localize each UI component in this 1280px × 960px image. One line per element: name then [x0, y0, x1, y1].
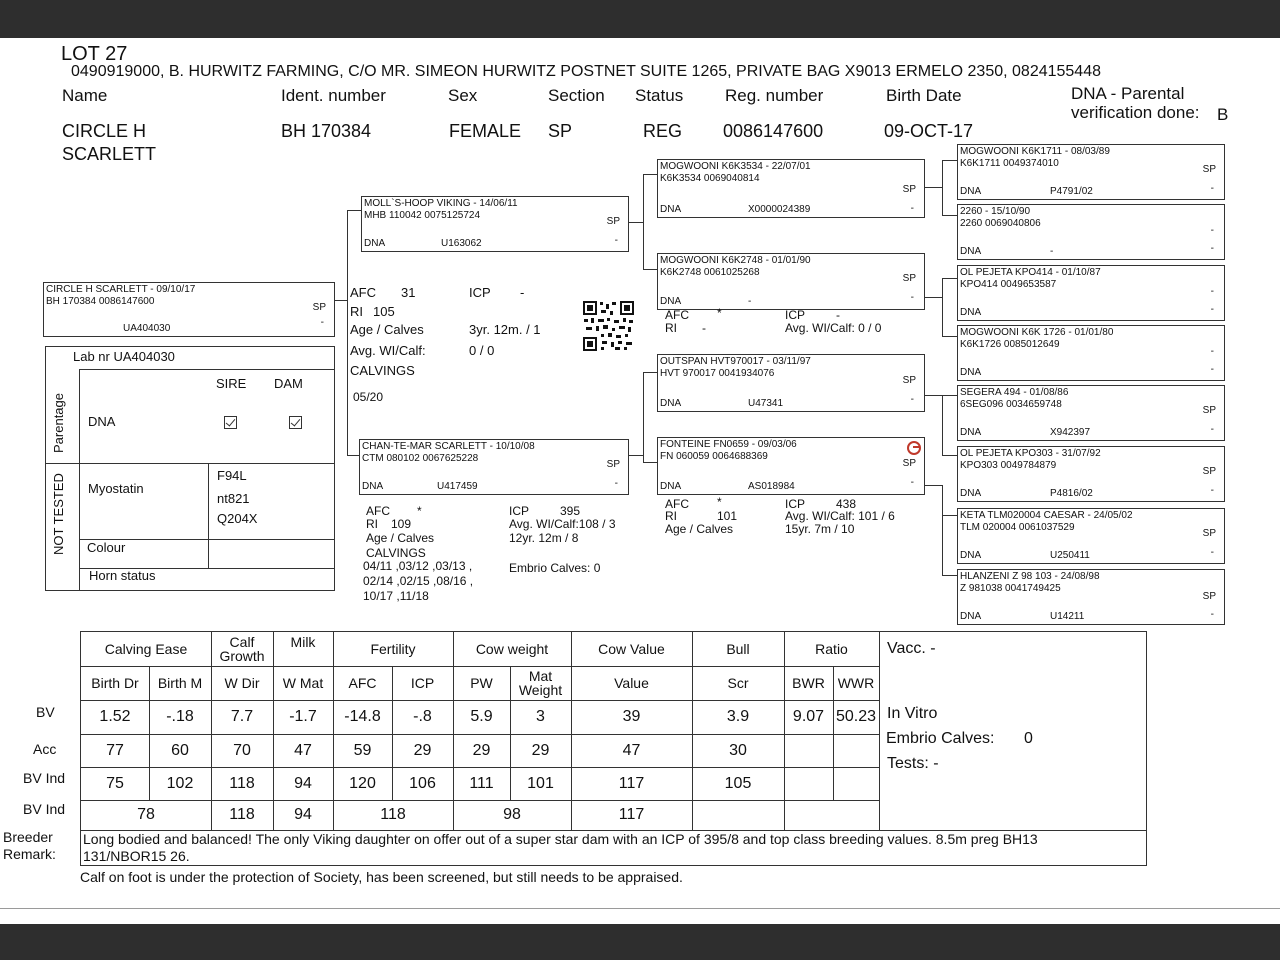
header-dna-val: B — [1217, 105, 1229, 124]
gp-dash: - — [910, 292, 914, 303]
subject-wi-label: Avg. WI/Calf: — [350, 343, 426, 358]
gp-dash: - — [910, 477, 914, 488]
ggp-section: SP — [1202, 528, 1216, 539]
connector-ggp78 — [942, 515, 943, 575]
gp-dna-label: DNA — [660, 204, 682, 215]
acc-cell: 30 — [729, 741, 747, 759]
remark-line-1: Long bodied and balanced! The only Viking daughter on offer out of a super star dam with an ICP of 395/8 and top class breeding values. 8.5m preg BH13 — [83, 831, 1038, 847]
sub-scr: Scr — [727, 675, 749, 691]
bvind-cell: 111 — [469, 774, 494, 792]
ggp-ident: 2260 0069040806 — [960, 218, 1041, 229]
sire-name: MOLL`S-HOOP VIKING - 14/06/11 — [364, 198, 518, 209]
sire-stats-icp-label: ICP — [785, 308, 806, 322]
ggp-dna-code: U14211 — [1050, 611, 1085, 622]
ggp-ident: 6SEG096 0034659748 — [960, 399, 1062, 410]
gp4-icp-label: ICP — [785, 497, 806, 511]
sub-value: Value — [614, 675, 649, 691]
acc-cell: 60 — [171, 741, 189, 759]
acc-cell: 59 — [353, 741, 372, 759]
sire-stats-ri: - — [702, 321, 706, 335]
gp-section: SP — [902, 375, 916, 386]
bt-v-12 — [879, 632, 880, 830]
ggp-name: OL PEJETA KPO414 - 01/10/87 — [960, 267, 1101, 278]
connector-ggp7-h — [942, 515, 957, 516]
sub-w-mat: W Mat — [282, 675, 324, 691]
ggp-dna-label: DNA — [960, 186, 982, 197]
footer-note: Calf on foot is under the protection of Society, has been screened, but still needs to be appraised. — [80, 869, 683, 885]
acc-cell: 29 — [531, 741, 550, 759]
sire-stats-wi: Avg. WI/Calf: 0 / 0 — [785, 321, 882, 335]
ggp-dash: - — [1210, 225, 1214, 236]
header-dna-l2: verification done: — [1071, 103, 1200, 122]
bv-cell: -1.7 — [289, 708, 317, 725]
lab-colour: Colour — [87, 540, 126, 555]
vacc: Vacc. - — [887, 640, 936, 657]
ggp-section: SP — [1202, 591, 1216, 602]
connector-gp2-h — [643, 269, 657, 270]
remark-line-2: 131/NBOR15 26. — [83, 848, 190, 864]
lab-myostatin: Myostatin — [88, 481, 144, 496]
sub-bwr: BWR — [792, 675, 825, 691]
lab-parentage: Parentage — [51, 393, 66, 453]
lab-line-v — [79, 369, 80, 591]
gp-dna-code: X0000024389 — [748, 204, 811, 215]
ggp-box-7 — [957, 508, 1225, 564]
gp-ident: HVT 970017 0041934076 — [660, 368, 775, 379]
dam-dna-label: DNA — [362, 481, 384, 492]
connector-gp4-h — [643, 462, 657, 463]
bvind-cell: 117 — [618, 774, 645, 792]
bv-cell: -.8 — [413, 708, 432, 725]
acc-cell: 29 — [472, 741, 491, 759]
dam-box — [359, 439, 629, 495]
lab-myostatin-3: Q204X — [217, 511, 258, 526]
sub-mat-weight: Mat Weight — [518, 668, 563, 698]
society-logo-icon — [906, 440, 922, 456]
dam-icp-label: ICP — [509, 504, 530, 518]
tests: Tests: - — [887, 755, 939, 772]
sire-section: SP — [606, 216, 620, 227]
ggp-ident: K6K1726 0085012649 — [960, 339, 1060, 350]
gp-dash: - — [910, 203, 914, 214]
ggp-dna-code: P4816/02 — [1050, 488, 1093, 499]
gp4-ri-label: RI — [665, 509, 677, 523]
bvind-cell: 106 — [409, 774, 436, 792]
subject-age: 3yr. 12m. / 1 — [469, 322, 541, 337]
subject-icp: - — [520, 285, 525, 300]
lab-not-tested: NOT TESTED — [51, 473, 66, 555]
bvind-cell: 102 — [166, 774, 194, 792]
group-bull: Bull — [726, 641, 750, 657]
ggp-ident: K6K1711 0049374010 — [960, 158, 1059, 169]
lab-dam-header: DAM — [274, 376, 303, 391]
row-label-acc: Acc — [33, 741, 57, 757]
gp-dna-label: DNA — [660, 296, 682, 307]
subject-icp-label: ICP — [469, 285, 491, 300]
ggp-dna-label: DNA — [960, 427, 982, 438]
bv-cell: -.18 — [166, 708, 194, 725]
ggp-ident: TLM 020004 0061037529 — [960, 522, 1075, 533]
ggp-dash: - — [1210, 183, 1214, 194]
header-status: Status — [635, 86, 684, 105]
gp-name: MOGWOONI K6K2748 - 01/01/90 — [660, 255, 811, 266]
sire-stats-afc: * — [717, 306, 722, 320]
sire-dna-checkbox — [224, 416, 237, 429]
sire-stats-icp: - — [836, 308, 840, 322]
dam-icp: 395 — [560, 504, 581, 518]
group-calving-ease: Calving Ease — [104, 641, 188, 657]
row-label-bvind: BV Ind — [23, 770, 66, 786]
dam-calvings-l3: 10/17 ,11/18 — [363, 589, 429, 603]
group-fertility: Fertility — [370, 641, 416, 657]
gp4-icp: 438 — [836, 497, 857, 511]
lab-table — [45, 346, 335, 591]
sub-birth-m: Birth M — [157, 675, 203, 691]
group-milk: Milk — [290, 634, 316, 650]
dam-afc: * — [417, 504, 422, 518]
gp-name: FONTEINE FN0659 - 09/03/06 — [660, 439, 797, 450]
gp-name: OUTSPAN HVT970017 - 03/11/97 — [660, 356, 811, 367]
animal-section: SP — [548, 121, 573, 141]
group-calf-growth: Calf Growth — [219, 634, 265, 664]
subject-calvings: 05/20 — [353, 390, 384, 404]
ggp-dna-label: DNA — [960, 307, 982, 318]
animal-name-l2: SCARLETT — [62, 144, 157, 164]
bv-cell: 5.9 — [470, 708, 493, 725]
connector-gp4-out — [925, 485, 942, 486]
ggp-dna-label: DNA — [960, 246, 982, 257]
ggp-dna-code: - — [1050, 246, 1054, 257]
ggp-dash: - — [1210, 346, 1214, 357]
gp4-wi: Avg. WI/Calf: 101 / 6 — [785, 509, 895, 523]
ggp-section: SP — [1202, 405, 1216, 416]
subject-calvings-label: CALVINGS — [350, 363, 415, 378]
lab-line-2 — [46, 463, 335, 464]
lot-number: LOT 27 — [61, 43, 128, 65]
ggp-box-5 — [957, 385, 1225, 441]
ggp-box-3 — [957, 265, 1225, 321]
header-section: Section — [548, 86, 605, 105]
ggp-dash: - — [1210, 286, 1214, 297]
subject-dash: - — [320, 317, 324, 328]
bvind2-cell: 118 — [229, 806, 255, 823]
ggp-dash-2: - — [1210, 304, 1214, 315]
ggp-dash-2: - — [1210, 364, 1214, 375]
row-label-bv: BV — [36, 704, 55, 720]
dam-wi: Avg. WI/Calf:108 / 3 — [509, 517, 616, 531]
dam-age-label: Age / Calves — [366, 531, 435, 545]
row-label-bvind-2: BV Ind — [23, 801, 66, 817]
ggp-box-8 — [957, 569, 1225, 625]
ggp-dash: - — [1210, 609, 1214, 620]
bvind-cell: 94 — [294, 774, 312, 792]
gp-dna-code: - — [748, 296, 752, 307]
connector-ggp1-h — [942, 160, 957, 161]
subject-section: SP — [312, 302, 326, 313]
qr-code-icon — [582, 300, 635, 352]
dam-age: 12yr. 12m / 8 — [509, 531, 579, 545]
gp-dna-label: DNA — [660, 398, 682, 409]
dam-embrio: Embrio Calves: 0 — [509, 561, 601, 575]
subject-box — [43, 282, 335, 337]
subject-wi: 0 / 0 — [469, 343, 495, 358]
lab-myostatin-1: F94L — [217, 468, 247, 483]
bvind2-cell: 117 — [618, 806, 645, 823]
ggp-dna-label: DNA — [960, 611, 982, 622]
gp-section: SP — [902, 458, 916, 469]
header-name: Name — [62, 86, 108, 105]
ggp-dna-code: P4791/02 — [1050, 186, 1093, 197]
gp4-age-label: Age / Calves — [665, 522, 734, 536]
sire-dna-label: DNA — [364, 238, 386, 249]
animal-status: REG — [643, 121, 683, 141]
header-birth: Birth Date — [886, 86, 962, 105]
header-sex: Sex — [448, 86, 478, 105]
animal-ident: BH 170384 — [281, 121, 372, 141]
gp-box-1 — [657, 159, 925, 218]
ggp-dash: - — [1210, 547, 1214, 558]
gp-dash: - — [910, 394, 914, 405]
ggp-section: SP — [1202, 466, 1216, 477]
acc-cell: 77 — [106, 741, 124, 759]
bvind-cell: 118 — [229, 774, 255, 792]
animal-birth: 09-OCT-17 — [884, 121, 974, 141]
breeder-remark-label: Breeder Remark: — [3, 829, 56, 862]
connector-ggp12 — [942, 160, 943, 215]
ggp-name: KETA TLM020004 CAESAR - 24/05/02 — [960, 510, 1133, 521]
ggp-dash-2: - — [1210, 243, 1214, 254]
connector-ggp2-h — [942, 215, 957, 216]
connector-subject-h — [335, 300, 347, 301]
dam-dna-code: U417459 — [437, 481, 478, 492]
subject-ident: BH 170384 0086147600 — [46, 296, 155, 307]
connector-gp3-out — [925, 395, 942, 396]
ggp-box-6 — [957, 446, 1225, 502]
group-cow-weight: Cow weight — [475, 641, 549, 657]
owner-line: 0490919000, B. HURWITZ FARMING, C/O MR. SIMEON HURWITZ POSTNET SUITE 1265, PRIVATE BAG X9013 ERMELO 2350, 0824155448 — [71, 63, 1101, 80]
dam-dna-checkbox — [289, 416, 302, 429]
ggp-section: SP — [1202, 164, 1216, 175]
ggp-name: MOGWOONI K6K 1726 - 01/01/80 — [960, 327, 1114, 338]
connector-ggp8-h — [942, 575, 957, 576]
sire-stats-afc-label: AFC — [665, 308, 689, 322]
bv-cell: 3.9 — [726, 708, 750, 725]
connector-ggp5-h — [942, 395, 957, 396]
sire-dash: - — [614, 235, 618, 246]
dam-ri: 109 — [391, 517, 412, 531]
dam-ident: CTM 080102 0067625228 — [362, 453, 479, 464]
connector-dam — [643, 372, 644, 462]
sub-pw: PW — [470, 675, 493, 691]
dam-calvings-label: CALVINGS — [366, 546, 426, 560]
connector-ggp4-h — [942, 336, 957, 337]
lab-horn: Horn status — [89, 568, 156, 583]
ggp-name: OL PEJETA KPO303 - 31/07/92 — [960, 448, 1101, 459]
bv-cell: -14.8 — [344, 708, 381, 725]
subject-afc-label: AFC — [350, 285, 376, 300]
gp-ident: FN 060059 0064688369 — [660, 451, 768, 462]
sire-ident: MHB 110042 0075125724 — [364, 210, 481, 221]
lab-myostatin-2: nt821 — [217, 491, 250, 506]
bv-cell: 1.52 — [99, 708, 131, 725]
connector-ggp6-h — [942, 455, 957, 456]
ggp-dash: - — [1210, 485, 1214, 496]
ggp-dna-code: U250411 — [1050, 550, 1090, 561]
in-vitro: In Vitro — [887, 705, 938, 722]
lab-line-v2 — [208, 463, 209, 569]
gp-box-3 — [657, 354, 925, 412]
subject-name: CIRCLE H SCARLETT - 09/10/17 — [46, 284, 196, 295]
ggp-dna-label: DNA — [960, 488, 982, 499]
embrio-value: 0 — [1024, 730, 1033, 747]
group-ratio: Ratio — [815, 641, 848, 657]
gp-dna-code: AS018984 — [748, 481, 795, 492]
connector-gp4-link — [942, 485, 943, 515]
bvind2-cell: 118 — [380, 806, 406, 823]
header-ident: Ident. number — [281, 86, 386, 105]
gp4-afc-label: AFC — [665, 497, 689, 511]
dam-calvings-l2: 02/14 ,02/15 ,08/16 , — [363, 574, 474, 588]
subject-ri-label: RI — [350, 304, 363, 319]
bv-cell: 7.7 — [230, 708, 254, 725]
bvind-cell: 75 — [106, 774, 124, 792]
sire-stats-ri-label: RI — [665, 321, 677, 335]
dam-ri-label: RI — [366, 517, 378, 531]
connector-ggp34 — [942, 278, 943, 336]
breeding-table — [80, 631, 1147, 866]
sire-dna-code: U163062 — [441, 238, 482, 249]
ggp-ident: KPO414 0049653587 — [960, 279, 1057, 290]
gp4-age: 15yr. 7m / 10 — [785, 522, 855, 536]
ggp-dna-code: X942397 — [1050, 427, 1091, 438]
acc-cell: 47 — [622, 741, 641, 759]
dam-afc-label: AFC — [366, 504, 390, 518]
lab-nr: Lab nr UA404030 — [73, 349, 175, 364]
gp-box-4 — [657, 437, 925, 495]
bvind-cell: 101 — [527, 774, 554, 792]
subject-age-label: Age / Calves — [350, 322, 424, 337]
ggp-name: 2260 - 15/10/90 — [960, 206, 1031, 217]
gp-dna-label: DNA — [660, 481, 682, 492]
connector-dam-out — [629, 455, 643, 456]
bv-cell: 9.07 — [792, 708, 825, 725]
bvind2-cell: 94 — [294, 806, 312, 823]
connector-subject — [347, 210, 348, 455]
ggp-dash: - — [1210, 424, 1214, 435]
sub-birth-dr: Birth Dr — [91, 675, 139, 691]
connector-ggp56 — [942, 395, 943, 455]
animal-reg: 0086147600 — [723, 121, 824, 141]
connector-sire-h — [347, 210, 361, 211]
lab-sire-header: SIRE — [216, 376, 247, 391]
ggp-ident: Z 981038 0041749425 — [960, 583, 1061, 594]
gp-dna-code: U47341 — [748, 398, 784, 409]
ggp-name: HLANZENI Z 98 103 - 24/08/98 — [960, 571, 1100, 582]
ggp-name: MOGWOONI K6K1711 - 08/03/89 — [960, 146, 1110, 157]
subject-dna-code: UA404030 — [123, 323, 171, 334]
sub-w-dir: W Dir — [224, 675, 260, 691]
gp4-ri: 101 — [717, 509, 738, 523]
connector-gp2-out — [925, 297, 942, 298]
ggp-dna-label: DNA — [960, 550, 982, 561]
ggp-box-4 — [957, 325, 1225, 381]
gp-ident: K6K3534 0069040814 — [660, 173, 760, 184]
gp-section: SP — [902, 184, 916, 195]
ggp-dna-label: DNA — [960, 367, 982, 378]
subject-afc: 31 — [401, 285, 416, 300]
top-bar — [0, 0, 1280, 38]
bottom-rule — [0, 908, 1280, 909]
ggp-ident: KPO303 0049784879 — [960, 460, 1057, 471]
gp-name: MOGWOONI K6K3534 - 22/07/01 — [660, 161, 811, 172]
animal-name-l1: CIRCLE H — [62, 121, 147, 141]
acc-cell: 47 — [294, 741, 312, 759]
gp-section: SP — [902, 273, 916, 284]
bottom-bar — [0, 924, 1280, 960]
bvind-cell: 105 — [724, 774, 752, 792]
sub-afc: AFC — [348, 675, 377, 691]
dam-dash: - — [614, 478, 618, 489]
connector-sire-out — [629, 222, 643, 223]
header-reg: Reg. number — [725, 86, 824, 105]
gp4-afc: * — [717, 495, 722, 509]
bv-cell: 39 — [622, 708, 641, 725]
acc-cell: 29 — [413, 741, 432, 759]
sire-box — [361, 196, 629, 252]
connector-sire — [643, 174, 644, 269]
ggp-name: SEGERA 494 - 01/08/86 — [960, 387, 1069, 398]
bvind2-cell: 78 — [137, 806, 155, 823]
subject-ri: 105 — [373, 304, 395, 319]
header-dna-l1: DNA - Parental — [1071, 84, 1185, 103]
gp-ident: K6K2748 0061025268 — [660, 267, 760, 278]
group-cow-value: Cow Value — [598, 641, 665, 657]
embrio-label: Embrio Calves: — [886, 730, 995, 747]
connector-gp1-h — [643, 174, 657, 175]
sub-wwr: WWR — [837, 675, 875, 691]
ggp-box-2 — [957, 204, 1225, 260]
sub-icp: ICP — [410, 675, 435, 691]
bv-cell: 50.23 — [835, 708, 877, 725]
bvind2-cell: 98 — [503, 806, 521, 823]
connector-gp1-out — [925, 187, 942, 188]
lab-dna-label: DNA — [88, 414, 116, 429]
acc-cell: 70 — [233, 741, 251, 759]
animal-sex: FEMALE — [449, 121, 522, 141]
bv-cell: 3 — [536, 708, 545, 725]
bvind-cell: 120 — [349, 774, 376, 792]
connector-ggp3-h — [942, 278, 957, 279]
gp-box-2 — [657, 253, 925, 310]
dam-name: CHAN-TE-MAR SCARLETT - 10/10/08 — [362, 441, 535, 452]
dam-calvings-l1: 04/11 ,03/12 ,03/13 , — [363, 559, 473, 573]
connector-gp3-h — [643, 372, 657, 373]
ggp-box-1 — [957, 144, 1225, 200]
dam-section: SP — [606, 459, 620, 470]
lab-line-1 — [79, 369, 335, 370]
